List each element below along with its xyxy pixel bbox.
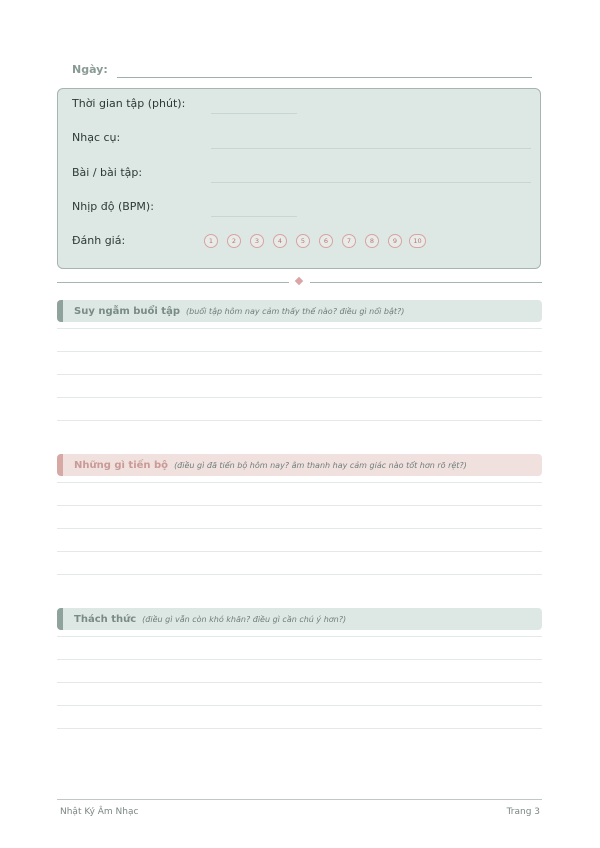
piece-label: Bài / bài tập: (72, 166, 143, 179)
writing-line[interactable] (57, 551, 542, 552)
writing-line[interactable] (57, 528, 542, 529)
section-accent-bar (57, 300, 63, 322)
writing-line[interactable] (57, 328, 542, 329)
practice-time-label: Thời gian tập (phút): (72, 97, 186, 110)
date-label: Ngày: (72, 63, 108, 76)
footer-page-number: Trang 3 (506, 807, 540, 817)
instrument-input[interactable] (211, 148, 531, 149)
piece-input[interactable] (211, 182, 531, 183)
date-input-line[interactable] (117, 77, 532, 78)
rating-option-6[interactable]: 6 (319, 234, 333, 248)
rating-label: Đánh giá: (72, 234, 126, 247)
section-accent-bar (57, 608, 63, 630)
instrument-label: Nhạc cụ: (72, 131, 121, 144)
rating-option-10[interactable]: 10 (409, 234, 426, 248)
rating-option-3[interactable]: 3 (250, 234, 264, 248)
section-title: Thách thức (74, 613, 137, 625)
section-accent-bar (57, 454, 63, 476)
writing-line[interactable] (57, 636, 542, 637)
writing-line[interactable] (57, 682, 542, 683)
section-title: Suy ngẫm buổi tập (74, 305, 180, 317)
diamond-ornament-icon (295, 277, 303, 285)
practice-time-input[interactable] (211, 113, 297, 114)
section-challenges-header (57, 608, 542, 630)
divider-left (57, 282, 289, 283)
writing-line[interactable] (57, 420, 542, 421)
section-hint: (điều gì đã tiến bộ hôm nay? âm thanh hay cảm giác nào tốt hơn rõ rệt?) (174, 460, 467, 470)
writing-line[interactable] (57, 351, 542, 352)
writing-line[interactable] (57, 574, 542, 575)
section-title: Những gì tiến bộ (74, 459, 169, 471)
footer-rule (57, 799, 542, 800)
rating-option-1[interactable]: 1 (204, 234, 218, 248)
writing-line[interactable] (57, 659, 542, 660)
section-reflection-header (57, 300, 542, 322)
rating-option-4[interactable]: 4 (273, 234, 287, 248)
rating-option-5[interactable]: 5 (296, 234, 310, 248)
writing-line[interactable] (57, 505, 542, 506)
writing-line[interactable] (57, 397, 542, 398)
section-hint: (điều gì vẫn còn khó khăn? điều gì cần chú ý hơn?) (142, 614, 347, 624)
writing-line[interactable] (57, 705, 542, 706)
rating-option-2[interactable]: 2 (227, 234, 241, 248)
rating-option-7[interactable]: 7 (342, 234, 356, 248)
rating-option-8[interactable]: 8 (365, 234, 379, 248)
tempo-label: Nhịp độ (BPM): (72, 200, 154, 213)
section-progress-header (57, 454, 542, 476)
rating-option-9[interactable]: 9 (388, 234, 402, 248)
divider-right (310, 282, 542, 283)
writing-line[interactable] (57, 482, 542, 483)
section-hint: (buổi tập hôm nay cảm thấy thế nào? điều gì nổi bật?) (186, 306, 405, 316)
footer-journal-name: Nhật Ký Âm Nhạc (60, 807, 139, 817)
writing-line[interactable] (57, 374, 542, 375)
tempo-input[interactable] (211, 216, 297, 217)
writing-line[interactable] (57, 728, 542, 729)
